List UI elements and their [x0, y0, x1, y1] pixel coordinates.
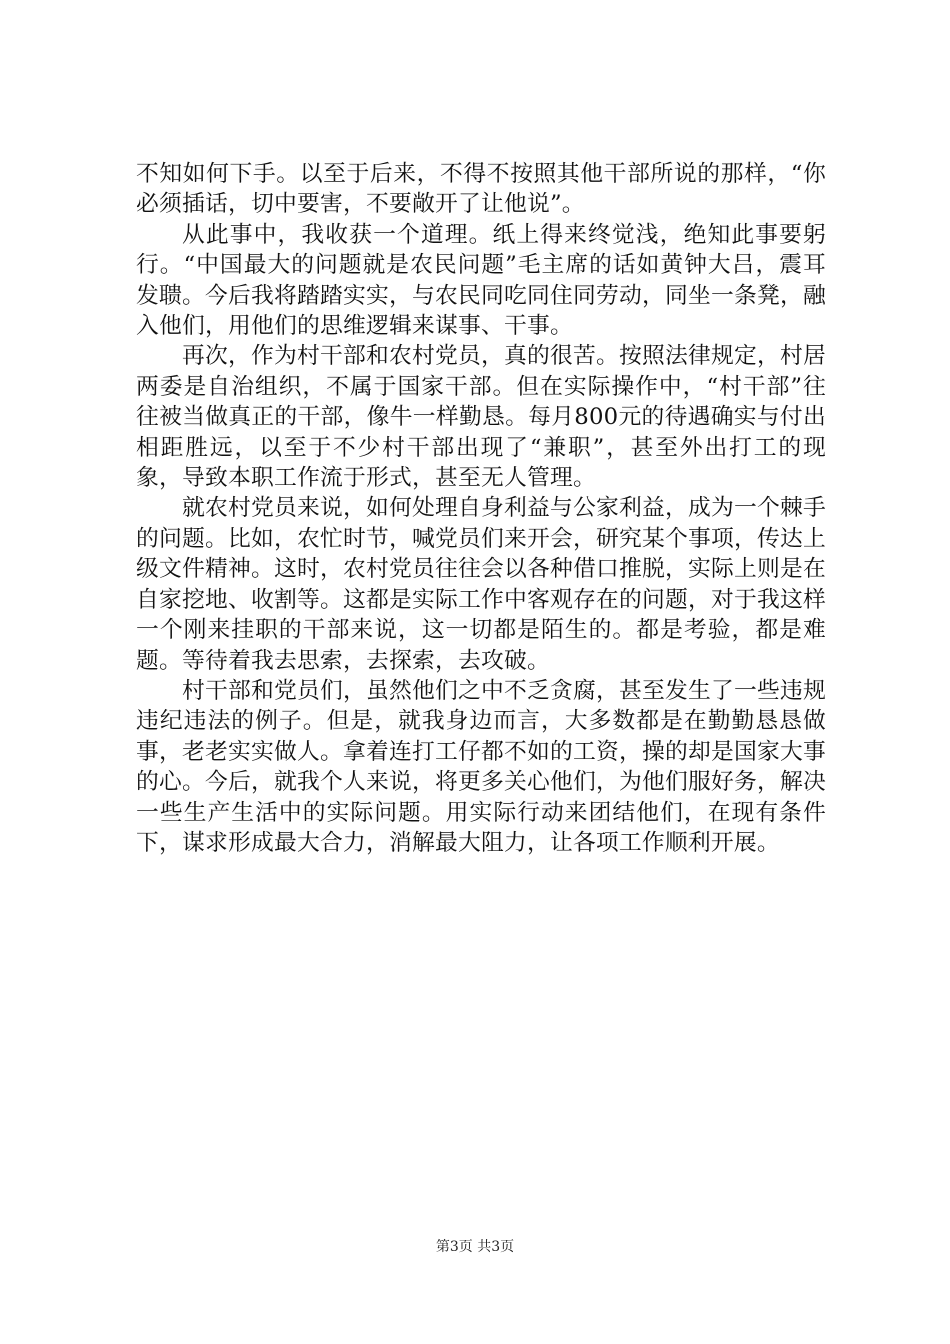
paragraph: 从此事中，我收获一个道理。纸上得来终觉浅，绝知此事要躬行。“中国最大的问题就是农民问题”毛主席的话如黄钟大吕，震耳发聩。今后我将踏踏实实，与农民同吃同住同劳动，同坐一条凳，融入他们，用他们的思维逻辑来谋事、干事。 [136, 221, 826, 340]
paragraph: 再次，作为村干部和农村党员，真的很苦。按照法律规定，村居两委是自治组织，不属于国家干部。但在实际操作中，“村干部”往往被当做真正的干部，像牛一样勤恳。每月800元的待遇确实与付出相距胜远，以至于不少村干部出现了“兼职”，甚至外出打工的现象，导致本职工作流于形式，甚至无人管理。 [136, 343, 826, 492]
document-body [136, 159, 826, 858]
paragraph-continued: 不知如何下手。以至于后来，不得不按照其他干部所说的那样，“你必须插话，切中要害，不要敞开了让他说”。 [136, 161, 826, 218]
page-number-label: 第3页 共3页 [435, 1239, 515, 1255]
paragraph: 村干部和党员们，虽然他们之中不乏贪腐，甚至发生了一些违规违纪违法的例子。但是，就我身边而言，大多数都是在勤勤恳恳做事，老老实实做人。拿着连打工仔都不如的工资，操的却是国家大事的心。今后，就我个人来说，将更多关心他们，为他们服好务，解决一些生产生活中的实际问题。用实际行动来团结他们，在现有条件下，谋求形成最大合力，消解最大阻力，让各项工作顺利开展。 [136, 677, 826, 856]
page-footer [0, 1238, 950, 1256]
paragraph: 就农村党员来说，如何处理自身利益与公家利益，成为一个棘手的问题。比如，农忙时节，喊党员们来开会，研究某个事项，传达上级文件精神。这时，农村党员往往会以各种借口推脱，实际上则是在自家挖地、收割等。这都是实际工作中客观存在的问题，对于我这样一个刚来挂职的干部来说，这一切都是陌生的。都是考验，都是难题。等待着我去思索，去探索，去攻破。 [136, 495, 826, 674]
